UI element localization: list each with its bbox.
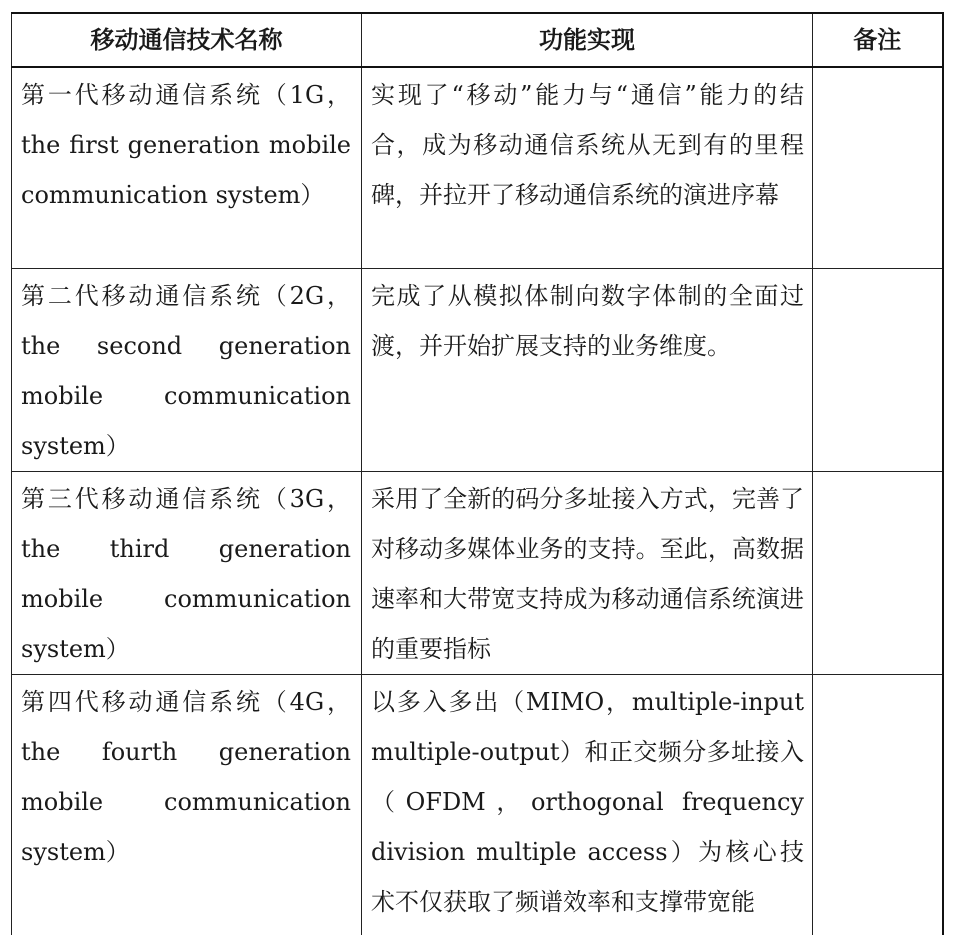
notes-text — [821, 675, 934, 677]
notes-text — [821, 472, 934, 474]
notes-text — [821, 269, 934, 271]
tech-name-text: 第一代移动通信系统（1G，the first generation mobile communication system） — [21, 68, 351, 220]
generations-table — [11, 12, 944, 935]
table-row — [12, 472, 943, 675]
notes-cell — [813, 269, 943, 472]
function-text: 实现了“移动”能力与“通信”能力的结合，成为移动通信系统从无到有的里程碑，并拉开了移动通信系统的演进序幕 — [371, 68, 804, 220]
function-cell — [362, 472, 813, 675]
table-header-row — [12, 13, 943, 67]
notes-cell — [813, 472, 943, 675]
tech-name-cell — [12, 675, 362, 935]
function-text: 完成了从模拟体制向数字体制的全面过渡，并开始扩展支持的业务维度。 — [371, 269, 804, 371]
table-row — [12, 67, 943, 269]
tech-name-cell — [12, 269, 362, 472]
function-cell — [362, 67, 813, 269]
function-cell — [362, 675, 813, 935]
header-function: 功能实现 — [362, 13, 813, 67]
tech-name-text: 第三代移动通信系统（3G，the third generation mobile communication system） — [21, 472, 351, 674]
notes-cell — [813, 67, 943, 269]
table-row — [12, 269, 943, 472]
notes-text — [821, 68, 934, 70]
table-row — [12, 675, 943, 935]
header-tech-name: 移动通信技术名称 — [12, 13, 362, 67]
tech-name-text: 第二代移动通信系统（2G，the second generation mobile communication system） — [21, 269, 351, 471]
tech-name-cell — [12, 67, 362, 269]
tech-name-text: 第四代移动通信系统（4G，the fourth generation mobile communication system） — [21, 675, 351, 877]
function-cell — [362, 269, 813, 472]
tech-name-cell — [12, 472, 362, 675]
header-notes: 备注 — [813, 13, 943, 67]
notes-cell — [813, 675, 943, 935]
function-text: 采用了全新的码分多址接入方式，完善了对移动多媒体业务的支持。至此，高数据速率和大带宽支持成为移动通信系统演进的重要指标 — [371, 472, 804, 674]
function-text: 以多入多出（MIMO，multiple-input multiple-output）和正交频分多址接入（OFDM，orthogonal frequency division multiple access）为核心技术不仅获取了频谱效率和支撑带宽能 — [371, 675, 804, 927]
